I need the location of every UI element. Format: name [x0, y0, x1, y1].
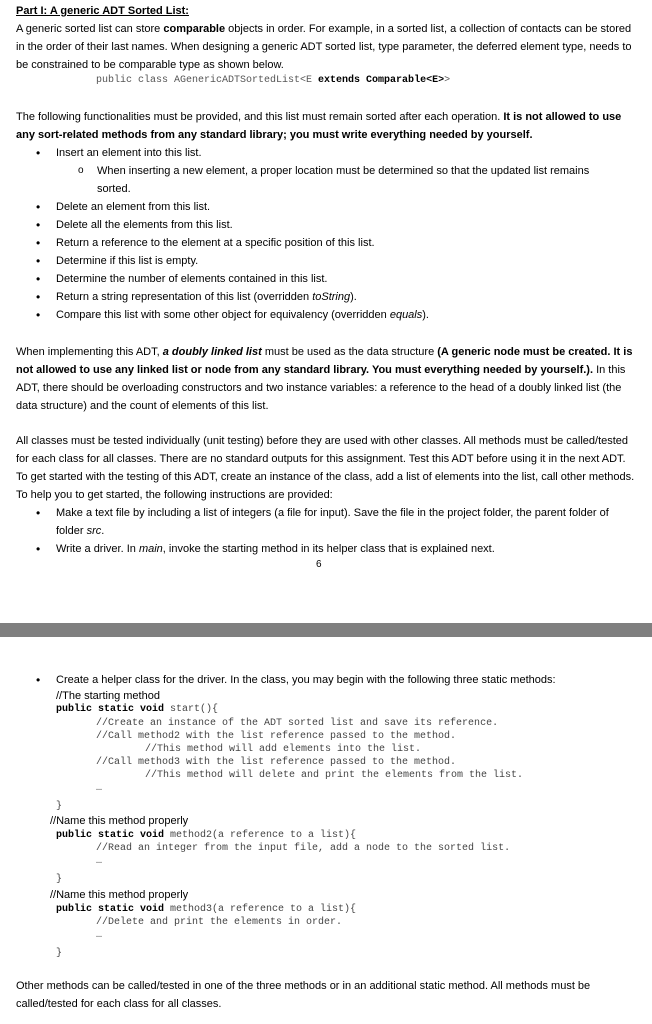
- list-item: • Return a string representation of this list (overridden toString).: [56, 288, 636, 306]
- code-line: …: [96, 783, 103, 794]
- list-item: • Determine the number of elements contained in this list.: [56, 270, 636, 288]
- list-item: • Delete all the elements from this list.: [56, 216, 636, 234]
- name-comment: //Name this method properly: [50, 815, 189, 827]
- footer-paragraph: Other methods can be called/tested in one of the three methods or in an additional static method. All methods must be called/tested for each class for all classes.: [16, 980, 591, 1010]
- part-title: Part I: A generic ADT Sorted List:: [16, 5, 189, 17]
- page-2: [0, 637, 652, 1024]
- intro-paragraph: A generic sorted list can store comparable objects in order. For example, in a sorted list, a collection of contacts can be stored in the order of their last names. When designing a generic ADT sorted list, type parameter, the deferred element type, needs to be constrained to be comparable type as shown below.: [16, 23, 632, 71]
- name-comment: //Name this method properly: [50, 889, 189, 901]
- code-line: …: [96, 856, 103, 867]
- code-line: //This method will add elements into the list.: [145, 744, 422, 755]
- list-item: • Return a reference to the element at a specific position of this list.: [56, 234, 636, 252]
- list-item: • Insert an element into this list.: [56, 144, 636, 162]
- start-comment: //The starting method: [56, 690, 160, 702]
- code-line: //Call method2 with the list reference passed to the method.: [96, 731, 457, 742]
- code-line: }: [56, 948, 63, 959]
- list-item: • Delete an element from this list.: [56, 198, 636, 216]
- list-item: • Make a text file by including a list of integers (a file for input). Save the file in the project folder, the parent folder of folder src.: [56, 504, 636, 540]
- code-line: //Read an integer from the input file, add a node to the sorted list.: [96, 843, 511, 854]
- implementation-paragraph: When implementing this ADT, a doubly linked list must be used as the data structure (A generic node must be created. It is not allowed to use any linked list or node from any standard library. You must everything needed by yourself.). In this ADT, there should be overloading constructors and two instance variables: a reference to the head of a doubly linked list (the data structure) and the count of elements of this list.: [16, 346, 633, 412]
- code-line: }: [56, 874, 63, 885]
- functionalities-intro: The following functionalities must be provided, and this list must remain sorted after each operation. It is not allowed to use any sort-related methods from any standard library; you must write everything needed by yourself.: [16, 111, 622, 141]
- code-line: //This method will delete and print the elements from the list.: [145, 770, 524, 781]
- class-declaration: public class AGenericADTSortedList<E extends Comparable<E>>: [96, 75, 451, 86]
- list-item: • Write a driver. In main, invoke the starting method in its helper class that is explained next.: [56, 540, 636, 558]
- code-line: …: [96, 930, 103, 941]
- list-item: • Compare this list with some other object for equivalency (overridden equals).: [56, 306, 636, 324]
- page-number: 6: [316, 559, 322, 570]
- code-line: }: [56, 801, 63, 812]
- code-line: //Call method3 with the list reference passed to the method.: [96, 757, 457, 768]
- method2-signature: public static void method2(a reference to a list){: [56, 830, 357, 841]
- page-separator: [0, 623, 652, 637]
- testing-paragraph: All classes must be tested individually (unit testing) before they are used with other classes. All methods must be called/tested for each class for all classes. There are no standard outputs for this assignment. Test this ADT before using it in the next ADT. To get started with the testing of this ADT, create an instance of the class, add a list of elements into the list, call other methods. To help you to get started, the following instructions are provided:: [16, 435, 635, 501]
- method3-signature: public static void method3(a reference to a list){: [56, 904, 357, 915]
- list-subitem: o When inserting a new element, a proper location must be determined so that the updated list remains sorted.: [97, 162, 617, 198]
- start-signature: public static void start(){: [56, 704, 219, 715]
- code-line: //Create an instance of the ADT sorted list and save its reference.: [96, 718, 499, 729]
- code-line: //Delete and print the elements in order.: [96, 917, 343, 928]
- list-item: • Create a helper class for the driver. In the class, you may begin with the following three static methods:: [56, 671, 636, 689]
- list-item: • Determine if this list is empty.: [56, 252, 636, 270]
